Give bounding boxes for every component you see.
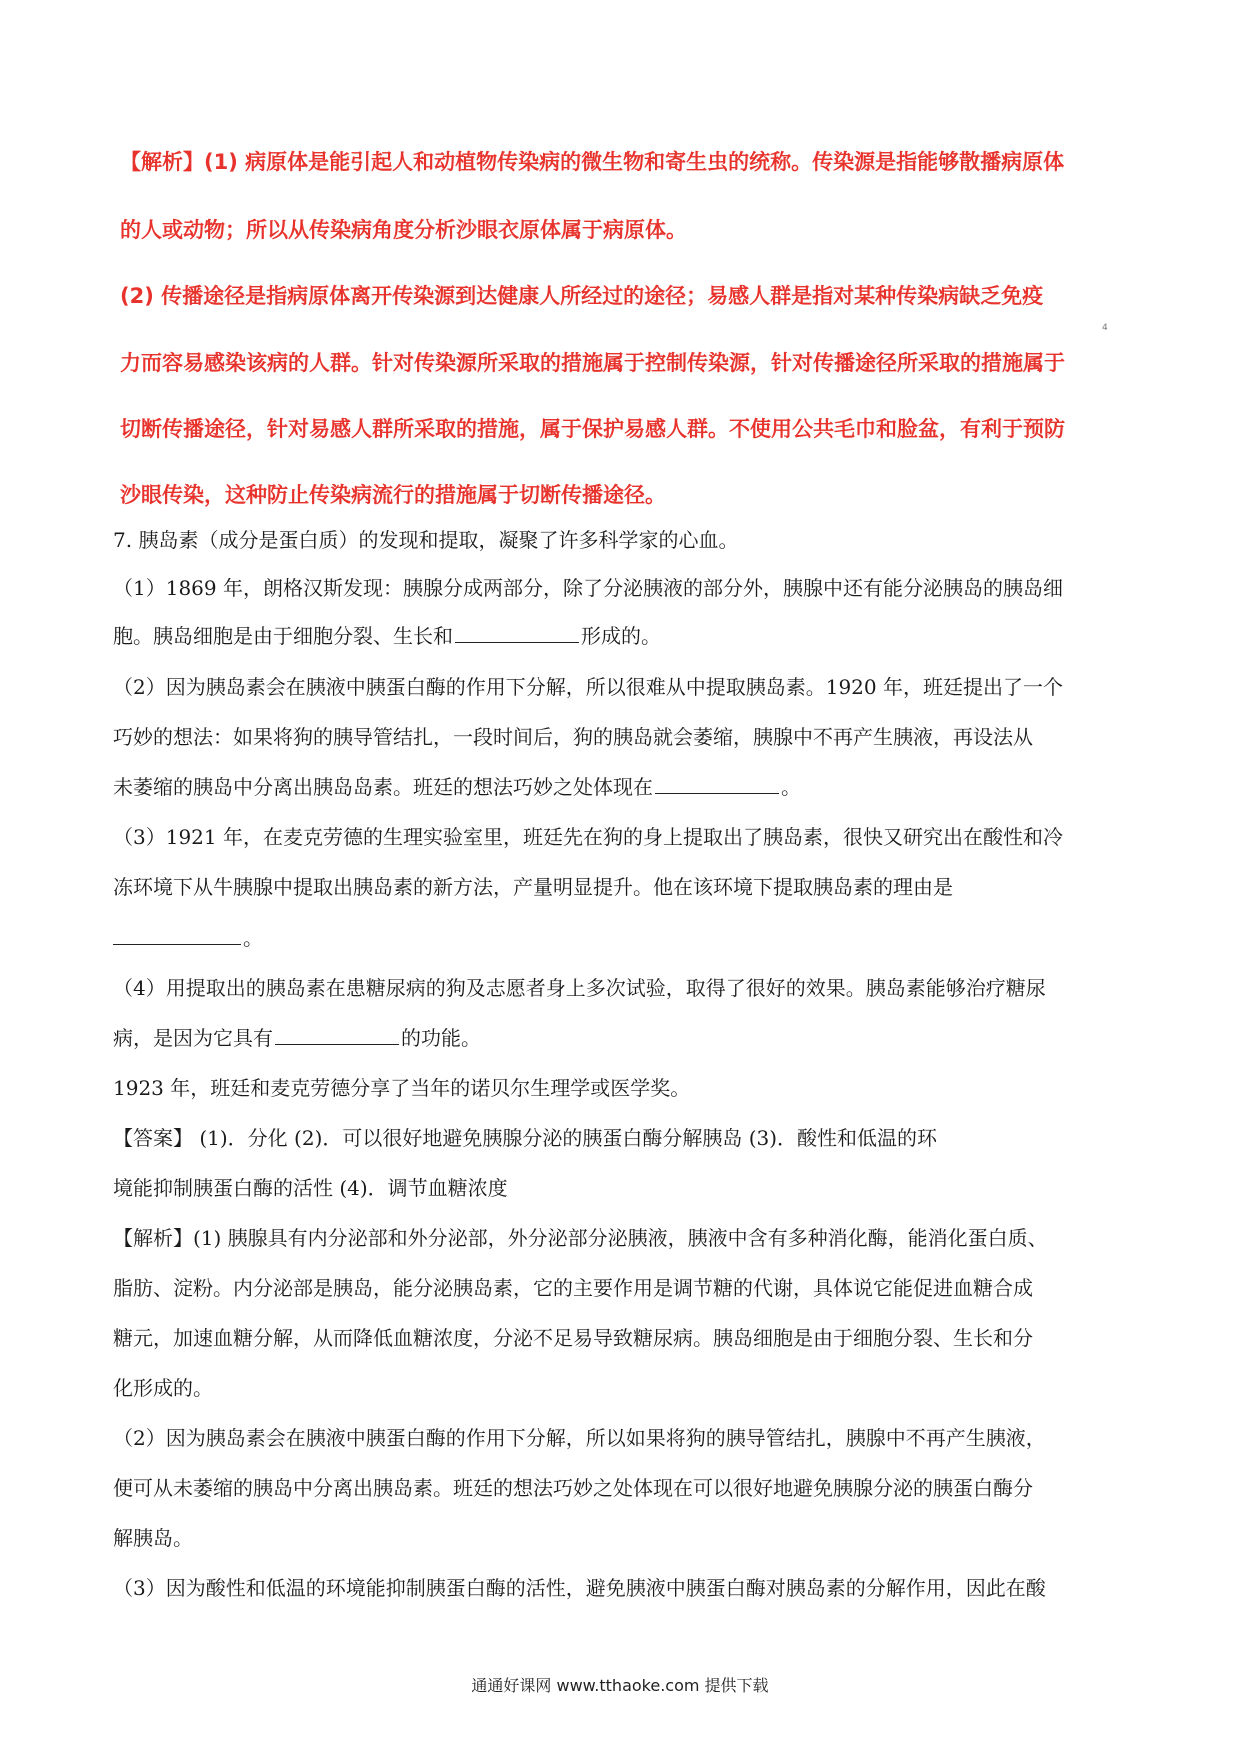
analysis-line-4: 化形成的。 <box>113 1376 213 1400</box>
question-part1-text-a: 胞。胰岛细胞是由于细胞分裂、生长和 <box>113 624 453 648</box>
red-analysis-line-3: (2) 传播途径是指病原体离开传染源到达健康人所经过的途径；易感人群是指对某种传染病缺乏免疫 <box>120 284 1044 308</box>
red-analysis-line-6: 沙眼传染，这种防止传染病流行的措施属于切断传播途径。 <box>120 483 666 507</box>
question-part4-text-b: 的功能。 <box>401 1026 481 1050</box>
answer-blank-4[interactable] <box>275 1043 399 1045</box>
red-analysis-line-5: 切断传播途径，针对易感人群所采取的措施，属于保护易感人群。不使用公共毛巾和脸盆，有利于预防 <box>120 417 1065 441</box>
question-part2-line2: 巧妙的想法：如果将狗的胰导管结扎，一段时间后，狗的胰岛就会萎缩，胰腺中不再产生胰液，再设法从 <box>113 725 1033 749</box>
analysis-line-6: 便可从未萎缩的胰岛中分离出胰岛素。班廷的想法巧妙之处体现在可以很好地避免胰腺分泌的胰蛋白酶分 <box>113 1476 1033 1500</box>
question-part3-line1: （3）1921 年，在麦克劳德的生理实验室里，班廷先在狗的身上提取出了胰岛素，很快又研究出在酸性和冷 <box>113 825 1063 849</box>
question-part3-text-b: 。 <box>243 926 263 950</box>
answer-blank-3[interactable] <box>113 943 241 945</box>
stray-mark: 4 <box>1102 323 1108 333</box>
question-part2-text-a: 未萎缩的胰岛中分离出胰岛岛素。班廷的想法巧妙之处体现在 <box>113 775 653 799</box>
analysis-line-7: 解胰岛。 <box>113 1526 193 1550</box>
question-part3-line3 <box>113 926 263 950</box>
question-part1-line1: （1）1869 年，朗格汉斯发现：胰腺分成两部分，除了分泌胰液的部分外，胰腺中还有能分泌胰岛的胰岛细 <box>113 576 1063 600</box>
question-part4-line2 <box>113 1026 481 1050</box>
question-stem: 7. 胰岛素（成分是蛋白质）的发现和提取，凝聚了许多科学家的心血。 <box>113 528 739 552</box>
analysis-line-3: 糖元，加速血糖分解，从而降低血糖浓度，分泌不足易导致糖尿病。胰岛细胞是由于细胞分裂、生长和分 <box>113 1326 1033 1350</box>
answer-line-1: 【答案】 (1)．分化 (2)．可以很好地避免胰腺分泌的胰蛋白酶分解胰岛 (3)．酸性和低温的环 <box>113 1126 938 1150</box>
analysis-line-5: （2）因为胰岛素会在胰液中胰蛋白酶的作用下分解，所以如果将狗的胰导管结扎，胰腺中不再产生胰液， <box>113 1426 1046 1450</box>
analysis-line-8: （3）因为酸性和低温的环境能抑制胰蛋白酶的活性，避免胰液中胰蛋白酶对胰岛素的分解作用，因此在酸 <box>113 1576 1046 1600</box>
question-closing-note: 1923 年，班廷和麦克劳德分享了当年的诺贝尔生理学或医学奖。 <box>113 1076 691 1100</box>
answer-blank-1[interactable] <box>455 641 579 643</box>
question-part2-line3 <box>113 775 801 799</box>
analysis-line-1: 【解析】(1) 胰腺具有内分泌部和外分泌部，外分泌部分泌胰液，胰液中含有多种消化酶，能消化蛋白质、 <box>113 1226 1048 1250</box>
answer-blank-2[interactable] <box>655 792 779 794</box>
answer-line-2: 境能抑制胰蛋白酶的活性 (4)．调节血糖浓度 <box>113 1176 508 1200</box>
question-part4-text-a: 病，是因为它具有 <box>113 1026 273 1050</box>
red-analysis-line-2: 的人或动物；所以从传染病角度分析沙眼衣原体属于病原体。 <box>120 218 687 242</box>
red-analysis-line-4: 力而容易感染该病的人群。针对传染源所采取的措施属于控制传染源，针对传播途径所采取的措施属于 <box>120 351 1065 375</box>
question-part1-line2 <box>113 624 661 648</box>
red-analysis-line-1: 【解析】(1) 病原体是能引起人和动植物传染病的微生物和寄生虫的统称。传染源是指能够散播病原体 <box>120 150 1065 174</box>
question-part1-text-b: 形成的。 <box>581 624 661 648</box>
analysis-line-2: 脂肪、淀粉。内分泌部是胰岛，能分泌胰岛素，它的主要作用是调节糖的代谢，具体说它能促进血糖合成 <box>113 1276 1033 1300</box>
question-part2-line1: （2）因为胰岛素会在胰液中胰蛋白酶的作用下分解，所以很难从中提取胰岛素。1920 年，班廷提出了一个 <box>113 675 1063 699</box>
question-part3-line2: 冻环境下从牛胰腺中提取出胰岛素的新方法，产量明显提升。他在该环境下提取胰岛素的理由是 <box>113 875 953 899</box>
question-part4-line1: （4）用提取出的胰岛素在患糖尿病的狗及志愿者身上多次试验，取得了很好的效果。胰岛素能够治疗糖尿 <box>113 976 1046 1000</box>
question-part2-text-b: 。 <box>781 775 801 799</box>
page-footer: 通通好课网 www.tthaoke.com 提供下载 <box>471 1676 769 1695</box>
